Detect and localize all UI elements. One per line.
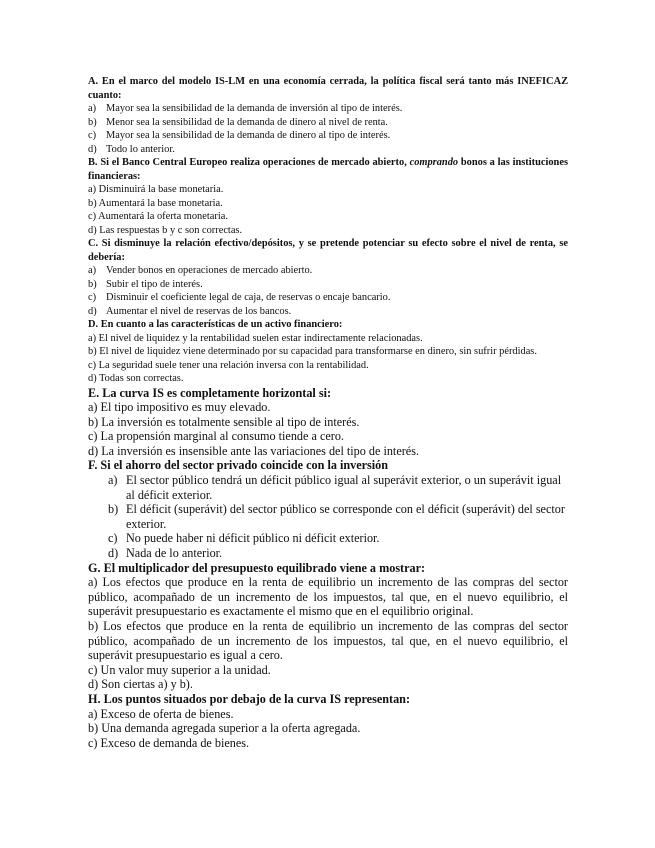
option: b) Menor sea la sensibilidad de la demanda de dinero al nivel de renta. [88,116,388,128]
question-b [88,156,568,237]
option: c) Exceso de demanda de bienes. [88,735,250,750]
question-c [88,237,568,318]
option: c) Disminuir el coeficiente legal de caja, de reservas o encaje bancario. [88,292,391,303]
option: b) Una demanda agregada superior a la oferta agregada. [88,721,361,736]
question-title: C. Si disminuye la relación efectivo/depósitos, y se pretende potenciar su efecto sobre el nivel de renta, se debería: [88,238,568,263]
option: d) La inversión es insensible ante las variaciones del tipo de interés. [88,443,419,458]
option: d) Todas son correctas. [88,373,184,384]
question-d [88,318,568,386]
option: d) Las respuestas b y c son correctas. [88,224,243,236]
question-title: A. En el marco del modelo IS-LM en una economía cerrada, la política fiscal será tanto más INEFICAZ cuanto: [88,76,568,101]
option: b) Los efectos que produce en la renta de equilibrio un incremento de las compras del sector público, acompañado de un incremento de los impuestos, tal que, en el nuevo equilibrio, el superávit presupuestario es igual a cero. [88,619,568,663]
option: b) El nivel de liquidez viene determinado por su capacidad para transformarse en dinero, sin sufrir pérdidas. [88,346,537,357]
option: a) Disminuirá la base monetaria. [88,184,224,195]
option: b) La inversión es totalmente sensible al tipo de interés. [88,414,360,429]
question-title: B. Si el Banco Central Europeo realiza operaciones de mercado abierto, comprando bonos a las instituciones financieras: [88,157,568,182]
option: a) El sector público tendrá un déficit público igual al superávit exterior, o un superávit igual al déficit exterior. [108,473,562,502]
option: b) El déficit (superávit) del sector público se corresponde con el déficit (superávit) del sector exterior. [108,502,565,531]
question-title: E. La curva IS es completamente horizontal si: [88,385,332,400]
option: a) El nivel de liquidez y la rentabilidad suelen estar indirectamente relacionadas. [88,332,423,344]
question-title: D. En cuanto a las características de un activo financiero: [88,319,343,330]
option: a) Vender bonos en operaciones de mercado abierto. [88,265,313,276]
option: d) Son ciertas a) y b). [88,677,193,692]
option: a) Exceso de oferta de bienes. [88,706,234,721]
question-g [88,561,568,692]
option: c) La seguridad suele tener una relación inversa con la rentabilidad. [88,359,369,371]
question-title: F. Si el ahorro del sector privado coincide con la inversión [88,458,389,473]
option: c) Aumentará la oferta monetaria. [88,211,228,222]
question-e [88,386,568,459]
question-title: H. Los puntos situados por debajo de la curva IS representan: [88,691,411,706]
question-f [88,458,568,560]
option: d) Nada de lo anterior. [108,546,223,561]
question-h [88,692,568,750]
exam-questions [88,75,568,750]
option: a) Los efectos que produce en la renta de equilibrio un incremento de las compras del sector público, acompañado de un incremento de los impuestos, tal que, en el nuevo equilibrio, el superávit presupuestario es exactamente el mismo que en el equilibrio original. [88,575,568,619]
option: d) Todo lo anterior. [88,143,175,155]
question-a [88,75,568,156]
option: d) Aumentar el nivel de reservas de los bancos. [88,305,292,317]
option: c) La propensión marginal al consumo tiende a cero. [88,429,344,444]
option: c) No puede haber ni déficit público ni déficit exterior. [108,531,380,546]
option: b) Aumentará la base monetaria. [88,197,223,209]
option: a) El tipo impositivo es muy elevado. [88,400,271,415]
option: b) Subir el tipo de interés. [88,278,203,290]
option: c) Un valor muy superior a la unidad. [88,662,271,677]
question-title: G. El multiplicador del presupuesto equilibrado viene a mostrar: [88,560,426,575]
option: c) Mayor sea la sensibilidad de la demanda de dinero al tipo de interés. [88,130,391,141]
option: a) Mayor sea la sensibilidad de la demanda de inversión al tipo de interés. [88,103,403,114]
